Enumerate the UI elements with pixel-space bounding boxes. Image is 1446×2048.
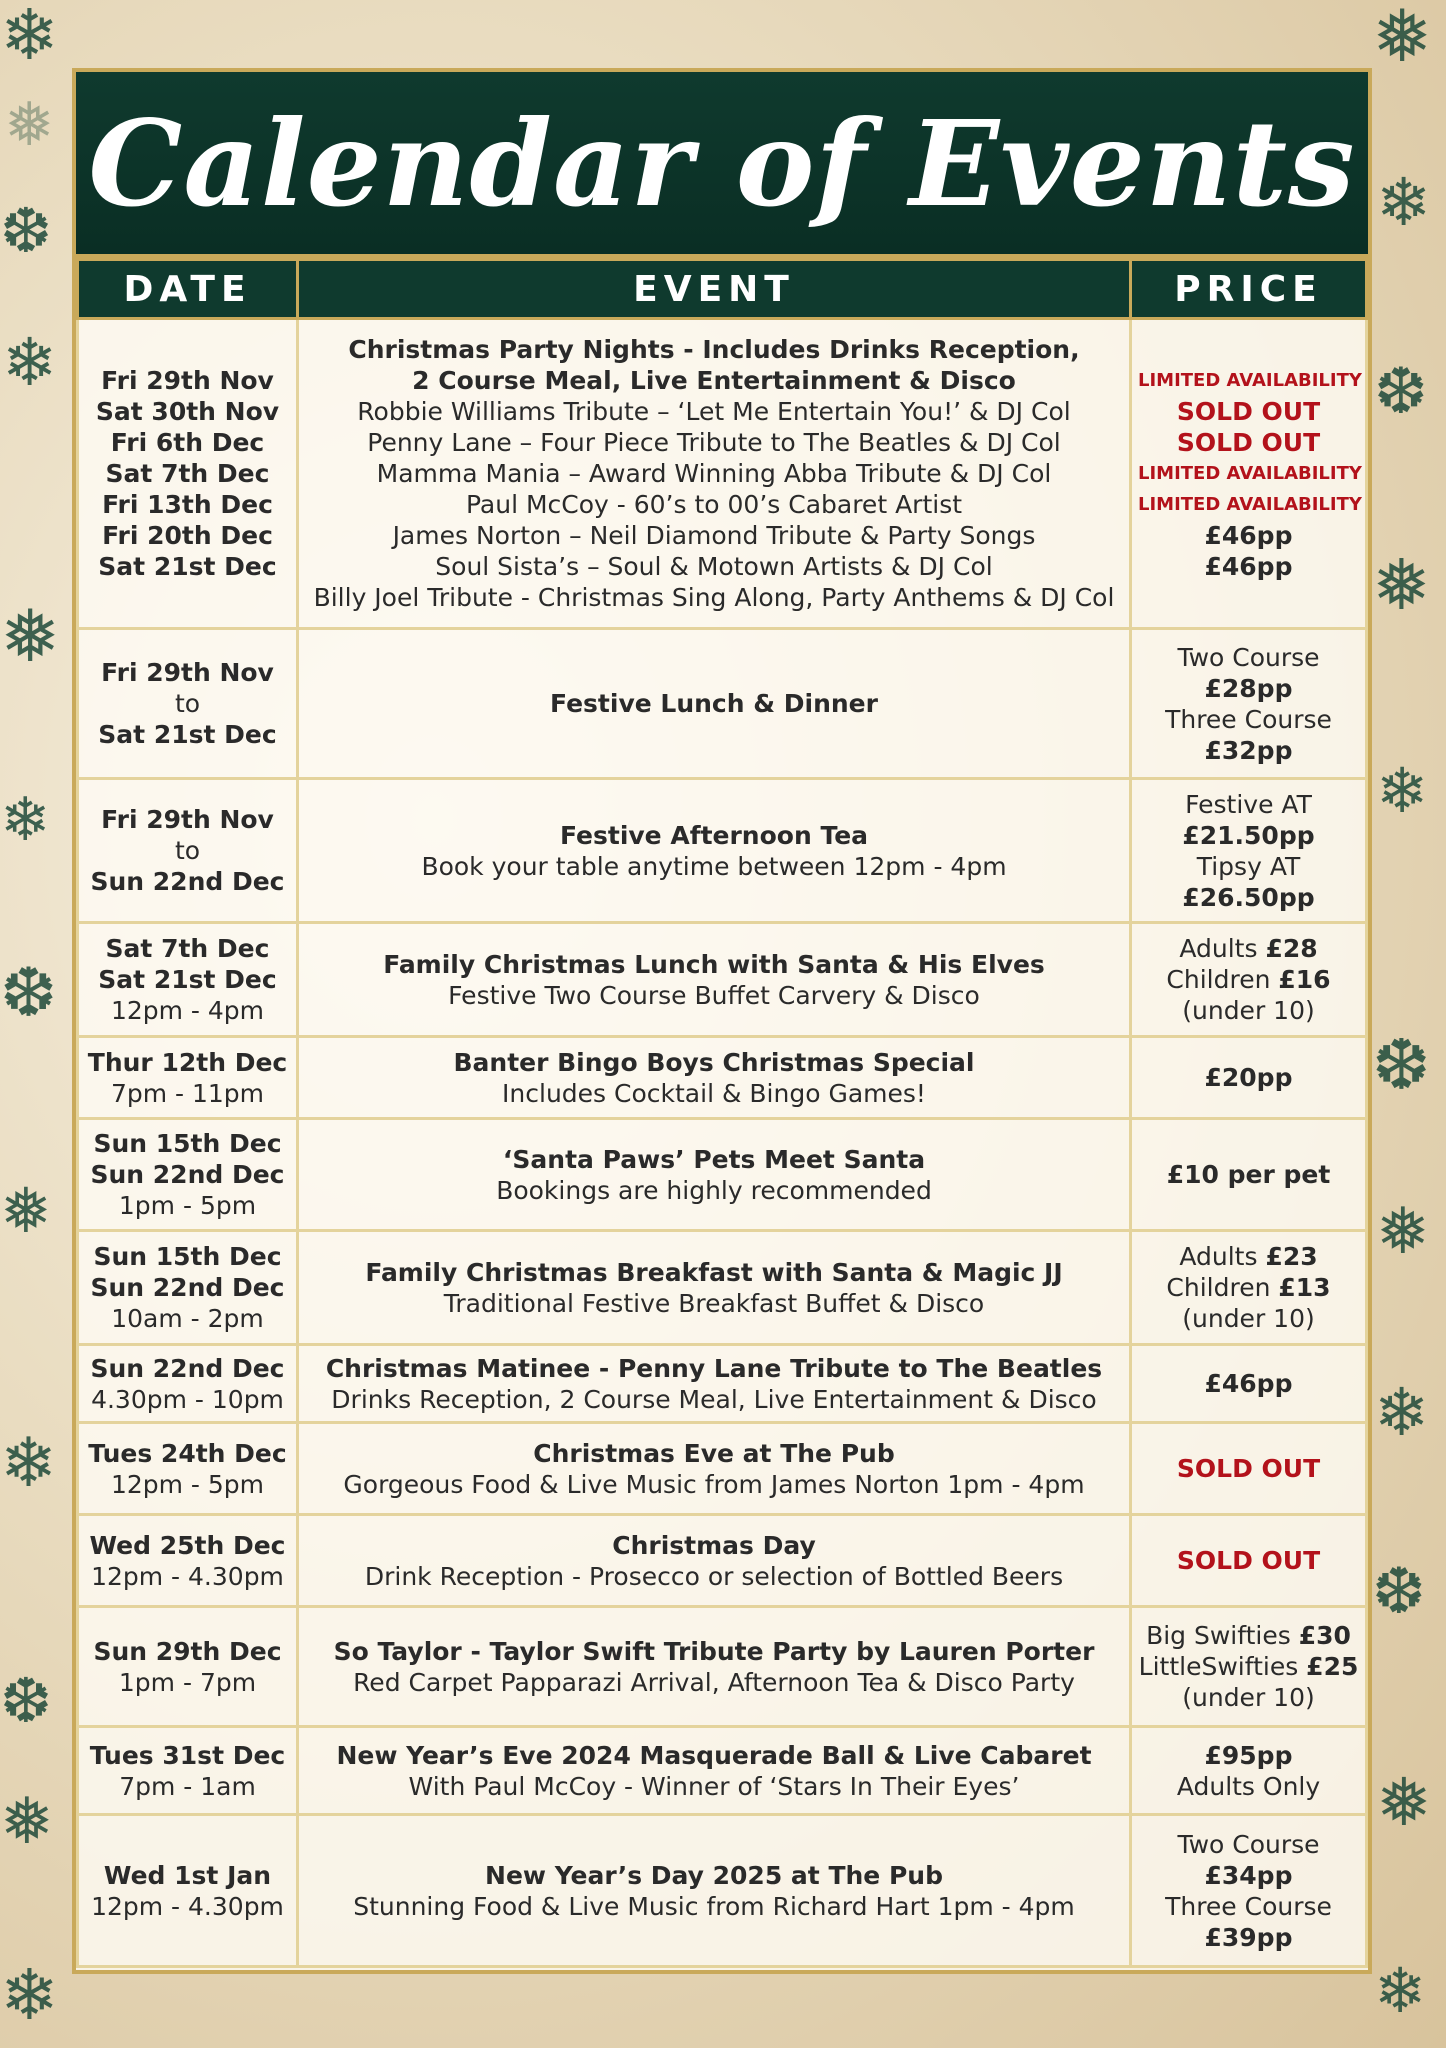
- event-title: New Year’s Eve 2024 Masquerade Ball & Live Cabaret: [336, 1740, 1092, 1770]
- event-date: Sat 30th Nov: [95, 397, 280, 426]
- event-cell: [298, 1815, 1131, 1967]
- date-separator: to: [174, 836, 201, 865]
- price-label: Big Swifties: [1146, 1621, 1299, 1650]
- event-date: Sun 15th Dec: [93, 1129, 282, 1158]
- event-cell: [298, 1515, 1131, 1607]
- price-cell: [1131, 1231, 1367, 1345]
- event-detail: Book your table anytime between 12pm - 4pm: [421, 851, 1007, 881]
- event-detail: Festive Two Course Buffet Carvery & Disco: [448, 980, 980, 1010]
- event-date: Tues 31st Dec: [89, 1740, 286, 1770]
- event-cell: [298, 1727, 1131, 1815]
- table-row: [78, 1815, 1367, 1967]
- event-detail: Red Carpet Papparazi Arrival, Afternoon Tea & Disco Party: [353, 1667, 1075, 1697]
- price-value: £39pp: [1204, 1922, 1293, 1952]
- date-cell: [78, 1515, 298, 1607]
- table-row: [78, 1727, 1367, 1815]
- status-badge: SOLD OUT: [1176, 397, 1321, 426]
- snowflake-icon: ❄: [0, 0, 59, 76]
- price-label: Tipsy AT: [1196, 851, 1301, 881]
- event-date: Fri 29th Nov: [101, 805, 274, 834]
- table-row: [78, 319, 1367, 629]
- price-value: £95pp: [1204, 1740, 1293, 1770]
- snowflake-icon: ❆: [0, 954, 57, 1033]
- event-cell: [298, 779, 1131, 923]
- event-title: Festive Lunch & Dinner: [550, 689, 878, 718]
- events-table: [76, 258, 1368, 1968]
- event-date: Fri 13th Dec: [102, 490, 273, 519]
- status-badge: SOLD OUT: [1176, 1546, 1321, 1575]
- price-label: (under 10): [1182, 1683, 1315, 1712]
- snowflake-icon: ❆: [1372, 1024, 1431, 1106]
- event-title: Christmas Eve at The Pub: [533, 1438, 895, 1468]
- event-date: Sat 21st Dec: [98, 552, 277, 581]
- event-column-header: EVENT: [298, 260, 1131, 319]
- price-line: [1138, 1651, 1359, 1682]
- event-detail: Robbie Williams Tribute – ‘Let Me Entertain You!’ & DJ Col: [357, 397, 1071, 426]
- snowflake-icon: ❄: [1376, 754, 1428, 827]
- snowflake-icon: ❅: [4, 90, 55, 160]
- price-value: £46pp: [1204, 552, 1293, 581]
- price-cell: [1131, 1037, 1367, 1119]
- date-cell: [78, 1423, 298, 1515]
- date-cell: [78, 1815, 298, 1967]
- event-date: Fri 29th Nov: [101, 658, 274, 687]
- page-title: Calendar of Events: [88, 93, 1356, 233]
- event-date: Fri 20th Dec: [102, 521, 273, 550]
- snowflake-icon: ❄: [0, 785, 51, 855]
- event-cell: [298, 319, 1131, 629]
- event-time: 4.30pm - 10pm: [91, 1384, 284, 1414]
- price-cell: [1131, 923, 1367, 1037]
- event-date: Fri 29th Nov: [101, 366, 274, 395]
- snowflake-icon: ❅: [0, 1785, 54, 1859]
- event-date: Sat 21st Dec: [98, 720, 277, 749]
- date-cell: [78, 1119, 298, 1231]
- price-label: LittleSwifties: [1138, 1652, 1307, 1681]
- price-line: [1138, 1272, 1359, 1303]
- event-cell: [298, 923, 1131, 1037]
- date-cell: [78, 629, 298, 779]
- date-cell: [78, 1727, 298, 1815]
- snowflake-icon: ❅: [0, 594, 61, 678]
- event-cell: [298, 1119, 1131, 1231]
- price-cell: [1131, 1515, 1367, 1607]
- price-line: [1138, 1303, 1359, 1334]
- snowflake-icon: ❄: [0, 1424, 57, 1503]
- price-value: £23: [1265, 1242, 1318, 1271]
- price-value: £21.50pp: [1182, 820, 1315, 850]
- price-label: (under 10): [1182, 996, 1315, 1025]
- date-cell: [78, 319, 298, 629]
- price-label: Two Course: [1177, 1829, 1320, 1859]
- price-value: £25: [1306, 1652, 1359, 1681]
- event-time: 12pm - 5pm: [110, 1469, 265, 1499]
- calendar-frame: [72, 68, 1372, 1974]
- event-detail: Soul Sista’s – Soul & Motown Artists & DJ Col: [435, 552, 993, 581]
- date-cell: [78, 779, 298, 923]
- table-row: [78, 1515, 1367, 1607]
- price-value: £32pp: [1204, 735, 1293, 765]
- event-time: 12pm - 4.30pm: [91, 1561, 284, 1591]
- price-value: £28pp: [1204, 673, 1293, 703]
- date-cell: [78, 1037, 298, 1119]
- price-line: [1138, 933, 1359, 964]
- price-cell: [1131, 779, 1367, 923]
- event-date: Sat 7th Dec: [105, 934, 270, 963]
- snowflake-icon: ❅: [1376, 1764, 1432, 1841]
- price-label: Festive AT: [1185, 789, 1312, 819]
- status-badge: LIMITED AVAILABILITY: [1138, 463, 1362, 484]
- event-time: 7pm - 1am: [119, 1771, 256, 1801]
- price-cell: [1131, 1607, 1367, 1727]
- event-date: Sun 29th Dec: [93, 1636, 282, 1666]
- table-row: [78, 923, 1367, 1037]
- snowflake-icon: ❄: [1374, 1954, 1426, 2027]
- title-banner: [76, 72, 1368, 258]
- price-label: Children: [1166, 965, 1279, 994]
- event-title: Family Christmas Lunch with Santa & His Elves: [383, 949, 1045, 979]
- price-cell: [1131, 1119, 1367, 1231]
- event-detail: Traditional Festive Breakfast Buffet & Disco: [443, 1288, 985, 1318]
- snowflake-icon: ❅: [0, 1174, 52, 1247]
- snowflake-icon: ❄: [0, 1954, 59, 2036]
- price-label: Adults: [1179, 1242, 1266, 1271]
- table-row: [78, 1037, 1367, 1119]
- event-title: So Taylor - Taylor Swift Tribute Party by Lauren Porter: [333, 1636, 1095, 1666]
- snowflake-icon: ❆: [0, 1664, 52, 1737]
- status-badge: LIMITED AVAILABILITY: [1138, 370, 1362, 391]
- price-line: [1138, 1241, 1359, 1272]
- event-cell: [298, 1037, 1131, 1119]
- price-cell: [1131, 319, 1367, 629]
- price-label: Two Course: [1177, 642, 1320, 672]
- price-column-header: PRICE: [1131, 260, 1367, 319]
- status-badge: SOLD OUT: [1176, 428, 1321, 457]
- price-cell: [1131, 1815, 1367, 1967]
- price-cell: [1131, 629, 1367, 779]
- price-value: £28: [1265, 934, 1318, 963]
- price-cell: [1131, 1345, 1367, 1423]
- price-line: [1138, 1682, 1359, 1713]
- price-cell: [1131, 1423, 1367, 1515]
- event-detail: With Paul McCoy - Winner of ‘Stars In Their Eyes’: [408, 1771, 1020, 1801]
- table-row: [78, 1231, 1367, 1345]
- event-time: 12pm - 4.30pm: [91, 1891, 284, 1921]
- snowflake-icon: ❆: [1372, 1555, 1426, 1629]
- price-value: £10 per pet: [1166, 1160, 1331, 1189]
- event-date: Sun 15th Dec: [93, 1242, 282, 1271]
- date-column-header: DATE: [78, 260, 298, 319]
- event-title: Banter Bingo Boys Christmas Special: [453, 1047, 975, 1077]
- price-value: £34pp: [1204, 1860, 1293, 1890]
- event-date: Wed 1st Jan: [103, 1860, 272, 1890]
- price-line: [1138, 964, 1359, 995]
- event-title: Festive Afternoon Tea: [559, 820, 869, 850]
- snowflake-icon: ❅: [1376, 1195, 1430, 1269]
- date-separator: to: [174, 689, 201, 718]
- event-cell: [298, 1607, 1131, 1727]
- price-value: £46pp: [1204, 1369, 1293, 1398]
- price-line: [1138, 995, 1359, 1026]
- snowflake-icon: ❅: [1372, 0, 1433, 78]
- price-label: (under 10): [1182, 1304, 1315, 1333]
- table-row: [78, 1423, 1367, 1515]
- event-date: Sat 7th Dec: [105, 459, 270, 488]
- event-time: 7pm - 11pm: [110, 1078, 265, 1108]
- event-detail: Mamma Mania – Award Winning Abba Tribute & DJ Col: [376, 459, 1052, 488]
- price-label: Children: [1166, 1273, 1279, 1302]
- snowflake-icon: ❆: [0, 194, 52, 267]
- event-title: New Year’s Day 2025 at The Pub: [485, 1860, 943, 1890]
- price-label: Adults Only: [1176, 1771, 1321, 1801]
- date-cell: [78, 1607, 298, 1727]
- event-detail: Drink Reception - Prosecco or selection of Bottled Beers: [364, 1561, 1064, 1591]
- event-time: 10am - 2pm: [111, 1304, 264, 1333]
- event-date: Sun 22nd Dec: [90, 1160, 285, 1189]
- event-detail: Bookings are highly recommended: [496, 1175, 932, 1205]
- event-time: 1pm - 7pm: [118, 1667, 257, 1697]
- event-detail: Drinks Reception, 2 Course Meal, Live Entertainment & Disco: [331, 1384, 1097, 1414]
- event-cell: [298, 1231, 1131, 1345]
- price-value: £26.50pp: [1182, 882, 1315, 912]
- snowflake-icon: ❄: [1376, 164, 1432, 241]
- price-label: Three Course: [1165, 1891, 1332, 1921]
- table-row: [78, 779, 1367, 923]
- event-detail: Penny Lane – Four Piece Tribute to The Beatles & DJ Col: [367, 428, 1061, 457]
- event-date: Sat 21st Dec: [98, 965, 277, 994]
- snowflake-icon: ❆: [1374, 355, 1428, 429]
- event-title: 2 Course Meal, Live Entertainment & Disco: [412, 366, 1016, 395]
- event-date: Thur 12th Dec: [87, 1047, 288, 1077]
- event-title: ‘Santa Paws’ Pets Meet Santa: [502, 1144, 926, 1174]
- date-cell: [78, 1345, 298, 1423]
- event-date: Sun 22nd Dec: [90, 1353, 285, 1383]
- snowflake-icon: ❄: [1374, 1374, 1430, 1451]
- event-title: Family Christmas Breakfast with Santa & Magic JJ: [365, 1257, 1063, 1287]
- price-value: £13: [1278, 1273, 1331, 1302]
- price-value: £16: [1278, 965, 1331, 994]
- event-title: Christmas Party Nights - Includes Drinks Reception,: [348, 335, 1080, 364]
- event-detail: Gorgeous Food & Live Music from James Norton 1pm - 4pm: [343, 1469, 1085, 1499]
- event-cell: [298, 1423, 1131, 1515]
- date-cell: [78, 1231, 298, 1345]
- price-value: £46pp: [1204, 521, 1293, 550]
- date-cell: [78, 923, 298, 1037]
- snowflake-icon: ❅: [1372, 544, 1431, 626]
- status-badge: LIMITED AVAILABILITY: [1138, 494, 1362, 515]
- price-value: £20pp: [1204, 1063, 1293, 1092]
- price-label: Three Course: [1165, 704, 1332, 734]
- table-row: [78, 1607, 1367, 1727]
- price-cell: [1131, 1727, 1367, 1815]
- event-time: 12pm - 4pm: [110, 996, 265, 1025]
- event-detail: Includes Cocktail & Bingo Games!: [502, 1078, 926, 1108]
- event-date: Sun 22nd Dec: [90, 1273, 285, 1302]
- table-row: [78, 629, 1367, 779]
- event-cell: [298, 629, 1131, 779]
- event-detail: Stunning Food & Live Music from Richard Hart 1pm - 4pm: [353, 1891, 1075, 1921]
- event-detail: James Norton – Neil Diamond Tribute & Party Songs: [392, 521, 1036, 550]
- event-title: Christmas Day: [612, 1530, 816, 1560]
- price-value: £30: [1298, 1621, 1351, 1650]
- event-cell: [298, 1345, 1131, 1423]
- event-time: 1pm - 5pm: [118, 1191, 257, 1220]
- event-detail: Paul McCoy - 60’s to 00’s Cabaret Artist: [465, 490, 963, 519]
- event-date: Wed 25th Dec: [89, 1530, 286, 1560]
- event-date: Tues 24th Dec: [88, 1438, 287, 1468]
- price-line: [1138, 1620, 1359, 1651]
- event-date: Fri 6th Dec: [110, 428, 265, 457]
- price-label: Adults: [1179, 934, 1266, 963]
- event-detail: Billy Joel Tribute - Christmas Sing Along, Party Anthems & DJ Col: [313, 583, 1115, 612]
- table-header-row: [78, 260, 1367, 319]
- table-row: [78, 1345, 1367, 1423]
- table-row: [78, 1119, 1367, 1231]
- event-title: Christmas Matinee - Penny Lane Tribute to The Beatles: [325, 1353, 1103, 1383]
- snowflake-icon: ❄: [2, 324, 58, 401]
- event-date: Sun 22nd Dec: [90, 867, 285, 896]
- status-badge: SOLD OUT: [1176, 1454, 1321, 1483]
